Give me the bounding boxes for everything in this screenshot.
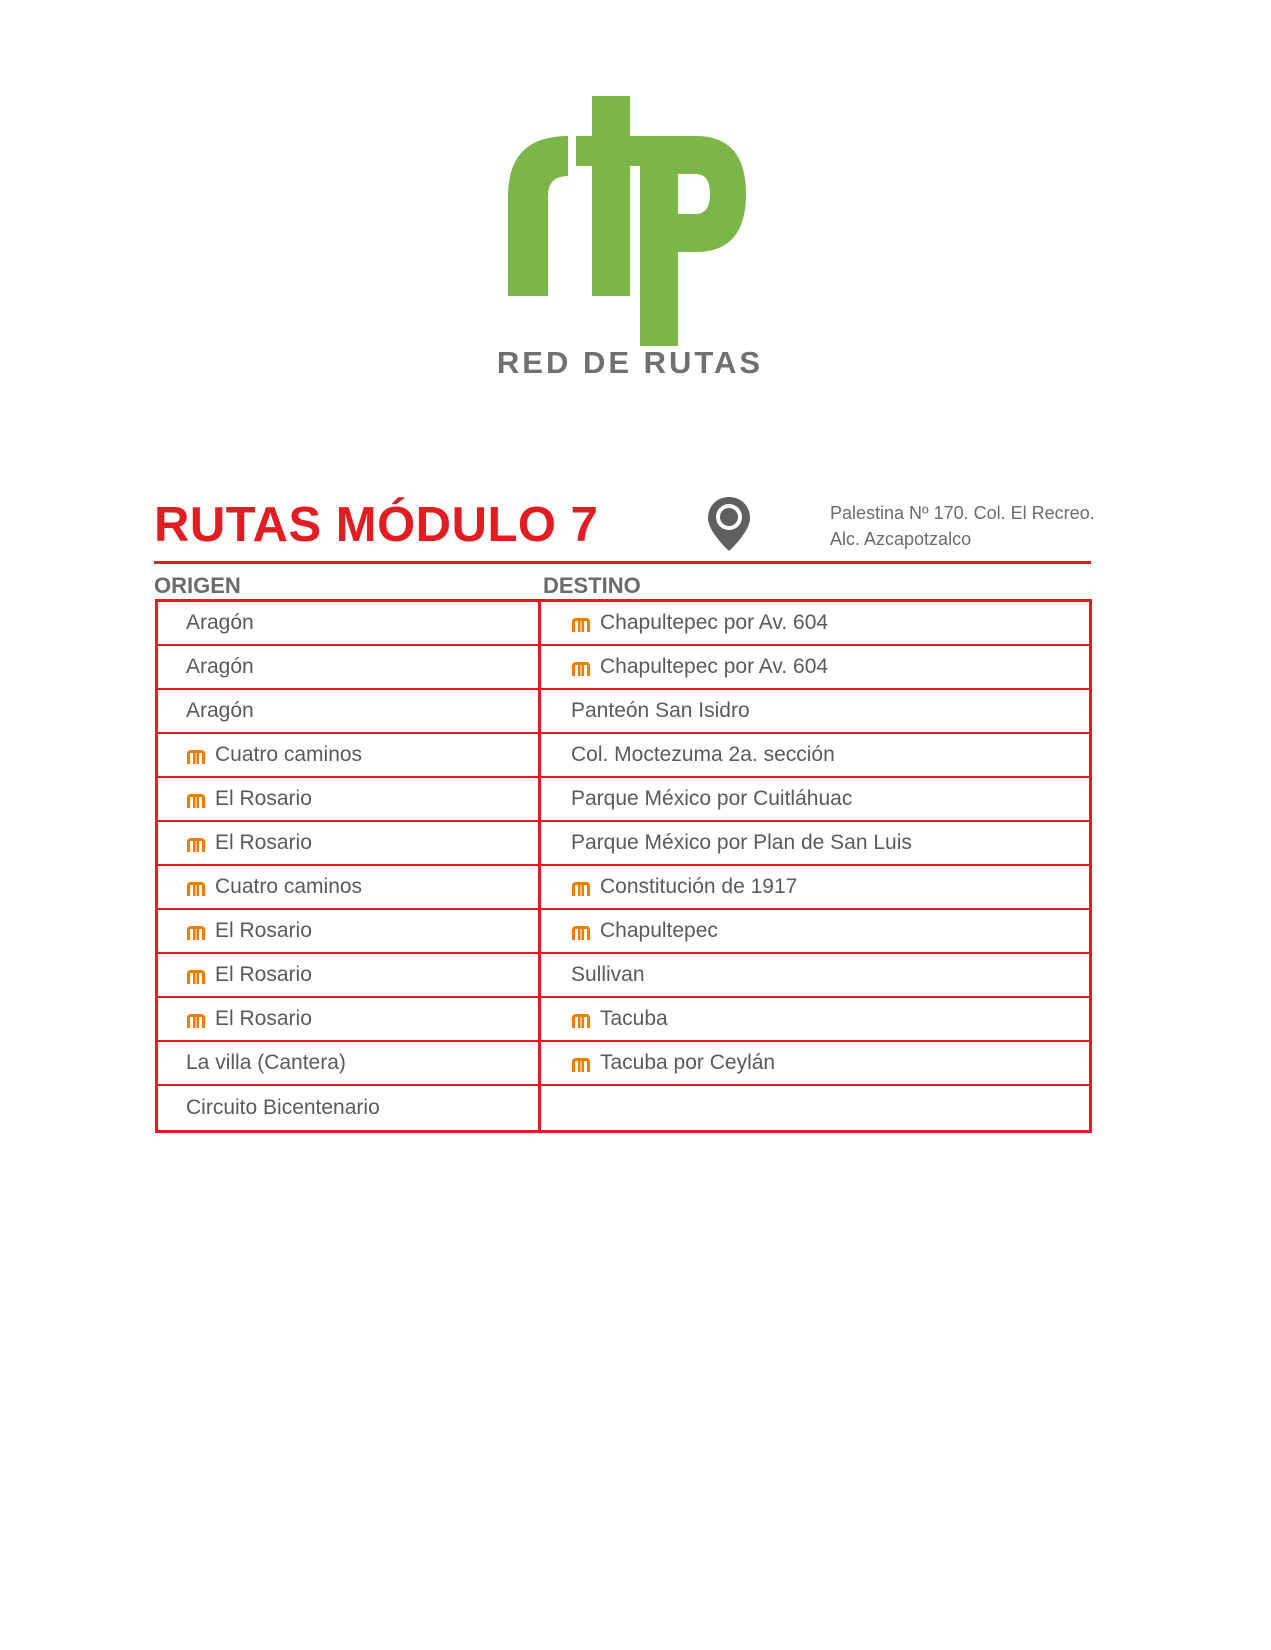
metro-icon	[571, 615, 591, 631]
location-pin-icon	[706, 495, 752, 553]
table-row	[158, 822, 1089, 866]
destination-label: Panteón San Isidro	[571, 699, 750, 722]
destination-label: Sullivan	[571, 963, 645, 986]
destination-cell	[541, 690, 1089, 732]
table-row	[158, 690, 1089, 734]
origin-cell	[158, 954, 541, 996]
metro-icon	[186, 879, 206, 895]
origin-label: Aragón	[186, 699, 254, 722]
metro-icon	[186, 1011, 206, 1027]
origin-column-header: ORIGEN	[154, 573, 241, 598]
destination-cell	[541, 646, 1089, 688]
table-row	[158, 646, 1089, 690]
destination-label: Parque México por Cuitláhuac	[571, 787, 853, 810]
origin-cell	[158, 866, 541, 908]
table-row	[158, 910, 1089, 954]
origin-label: Circuito Bicentenario	[186, 1096, 380, 1119]
address-line-1: Palestina Nº 170. Col. El Recreo.	[830, 503, 1095, 523]
origin-label: Aragón	[186, 611, 254, 634]
destination-label: Chapultepec por Av. 604	[600, 611, 829, 634]
origin-label: El Rosario	[215, 963, 312, 986]
destination-cell	[541, 734, 1089, 776]
origin-cell	[158, 822, 541, 864]
table-row	[158, 954, 1089, 998]
rtp-logo	[500, 96, 760, 346]
origin-label: El Rosario	[215, 787, 312, 810]
routes-table	[155, 599, 1092, 1133]
address-line-2: Alc. Azcapotzalco	[830, 529, 972, 549]
title-divider	[154, 561, 1091, 564]
origin-cell	[158, 1042, 541, 1084]
origin-cell	[158, 778, 541, 820]
origin-label: Cuatro caminos	[215, 743, 363, 766]
origin-label: El Rosario	[215, 831, 312, 854]
origin-label: Cuatro caminos	[215, 875, 363, 898]
origin-label: La villa (Cantera)	[186, 1051, 346, 1074]
metro-icon	[186, 967, 206, 983]
metro-icon	[186, 791, 206, 807]
origin-cell	[158, 646, 541, 688]
destination-cell	[541, 602, 1089, 644]
destination-label: Col. Moctezuma 2a. sección	[571, 743, 835, 766]
origin-cell	[158, 1086, 541, 1130]
metro-icon	[571, 1055, 591, 1071]
destination-cell	[541, 1042, 1089, 1084]
page-title: RUTAS MÓDULO 7	[154, 498, 599, 552]
table-row	[158, 866, 1089, 910]
metro-icon	[186, 835, 206, 851]
metro-icon	[571, 659, 591, 675]
destination-cell	[541, 822, 1089, 864]
destination-label: Chapultepec por Av. 604	[600, 655, 829, 678]
origin-cell	[158, 602, 541, 644]
destination-label: Tacuba	[600, 1007, 668, 1030]
address	[830, 500, 1095, 552]
metro-icon	[186, 923, 206, 939]
table-row	[158, 734, 1089, 778]
destination-label: Chapultepec	[600, 919, 718, 942]
destination-cell	[541, 954, 1089, 996]
destination-cell	[541, 866, 1089, 908]
metro-icon	[571, 923, 591, 939]
destination-cell	[541, 778, 1089, 820]
table-row	[158, 778, 1089, 822]
origin-label: El Rosario	[215, 1007, 312, 1030]
origin-label: El Rosario	[215, 919, 312, 942]
destination-cell	[541, 910, 1089, 952]
table-row	[158, 998, 1089, 1042]
table-row	[158, 602, 1089, 646]
origin-cell	[158, 998, 541, 1040]
destination-cell	[541, 998, 1089, 1040]
metro-icon	[571, 1011, 591, 1027]
destination-cell	[541, 1086, 1089, 1130]
metro-icon	[186, 747, 206, 763]
origin-cell	[158, 734, 541, 776]
table-row	[158, 1086, 1089, 1130]
origin-cell	[158, 910, 541, 952]
metro-icon	[571, 879, 591, 895]
destination-label: Parque México por Plan de San Luis	[571, 831, 912, 854]
origin-label: Aragón	[186, 655, 254, 678]
destination-column-header: DESTINO	[543, 573, 641, 598]
logo-wordmark: RED DE RUTAS	[496, 345, 764, 380]
destination-label: Constitución de 1917	[600, 875, 798, 898]
table-row	[158, 1042, 1089, 1086]
destination-label: Tacuba por Ceylán	[600, 1051, 776, 1074]
origin-cell	[158, 690, 541, 732]
